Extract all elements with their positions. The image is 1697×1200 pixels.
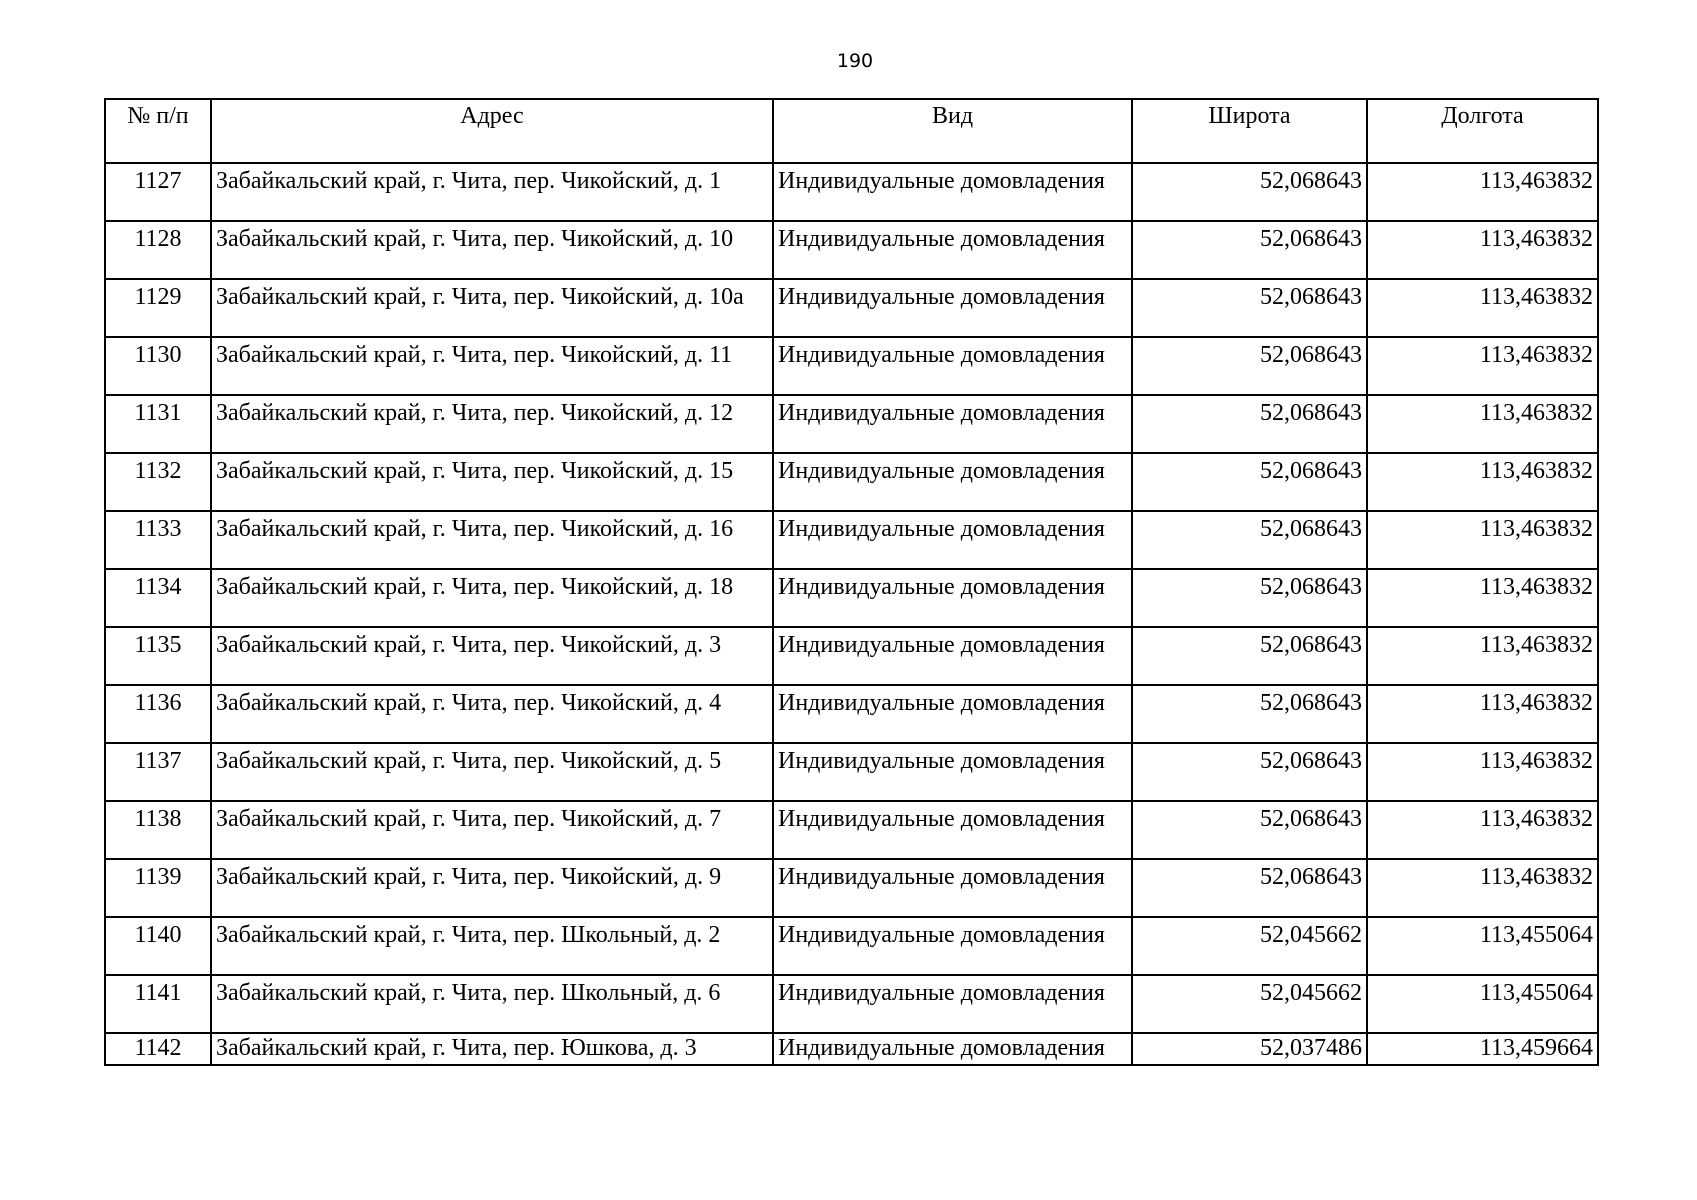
row-number-cell: 1142 [105,1033,211,1065]
kind-cell: Индивидуальные домовладения [773,453,1132,511]
latitude-cell: 52,068643 [1132,163,1367,221]
table-row [105,801,1598,859]
latitude-cell: 52,068643 [1132,801,1367,859]
address-cell: Забайкальский край, г. Чита, пер. Чикойский, д. 7 [211,801,773,859]
row-number-cell: 1131 [105,395,211,453]
row-number-cell: 1128 [105,221,211,279]
longitude-cell: 113,463832 [1367,221,1598,279]
header-num: № п/п [105,99,211,163]
table-row [105,859,1598,917]
table-header-row [105,99,1598,163]
table-row [105,511,1598,569]
address-cell: Забайкальский край, г. Чита, пер. Чикойский, д. 18 [211,569,773,627]
longitude-cell: 113,463832 [1367,627,1598,685]
table-row [105,917,1598,975]
row-number-cell: 1133 [105,511,211,569]
table-row [105,975,1598,1033]
address-table [104,98,1599,1066]
kind-cell: Индивидуальные домовладения [773,279,1132,337]
table-row [105,1033,1598,1065]
longitude-cell: 113,463832 [1367,279,1598,337]
longitude-cell: 113,463832 [1367,453,1598,511]
kind-cell: Индивидуальные домовладения [773,337,1132,395]
kind-cell: Индивидуальные домовладения [773,685,1132,743]
table-row [105,221,1598,279]
header-address: Адрес [211,99,773,163]
table-row [105,395,1598,453]
row-number-cell: 1127 [105,163,211,221]
kind-cell: Индивидуальные домовладения [773,801,1132,859]
latitude-cell: 52,068643 [1132,627,1367,685]
header-longitude: Долгота [1367,99,1598,163]
table-row [105,627,1598,685]
kind-cell: Индивидуальные домовладения [773,1033,1132,1065]
latitude-cell: 52,068643 [1132,337,1367,395]
longitude-cell: 113,463832 [1367,163,1598,221]
row-number-cell: 1132 [105,453,211,511]
row-number-cell: 1129 [105,279,211,337]
longitude-cell: 113,463832 [1367,859,1598,917]
address-cell: Забайкальский край, г. Чита, пер. Чикойский, д. 5 [211,743,773,801]
kind-cell: Индивидуальные домовладения [773,511,1132,569]
address-cell: Забайкальский край, г. Чита, пер. Чикойский, д. 15 [211,453,773,511]
address-cell: Забайкальский край, г. Чита, пер. Чикойский, д. 10а [211,279,773,337]
kind-cell: Индивидуальные домовладения [773,917,1132,975]
kind-cell: Индивидуальные домовладения [773,569,1132,627]
row-number-cell: 1134 [105,569,211,627]
address-cell: Забайкальский край, г. Чита, пер. Чикойский, д. 12 [211,395,773,453]
address-cell: Забайкальский край, г. Чита, пер. Чикойский, д. 3 [211,627,773,685]
address-cell: Забайкальский край, г. Чита, пер. Чикойский, д. 1 [211,163,773,221]
page-number: 190 [836,50,874,72]
latitude-cell: 52,068643 [1132,279,1367,337]
row-number-cell: 1139 [105,859,211,917]
latitude-cell: 52,045662 [1132,975,1367,1033]
address-cell: Забайкальский край, г. Чита, пер. Чикойский, д. 11 [211,337,773,395]
latitude-cell: 52,037486 [1132,1033,1367,1065]
row-number-cell: 1135 [105,627,211,685]
address-cell: Забайкальский край, г. Чита, пер. Юшкова, д. 3 [211,1033,773,1065]
longitude-cell: 113,463832 [1367,685,1598,743]
longitude-cell: 113,455064 [1367,917,1598,975]
row-number-cell: 1141 [105,975,211,1033]
latitude-cell: 52,068643 [1132,569,1367,627]
address-cell: Забайкальский край, г. Чита, пер. Чикойский, д. 4 [211,685,773,743]
table-row [105,163,1598,221]
row-number-cell: 1138 [105,801,211,859]
table-row [105,743,1598,801]
longitude-cell: 113,455064 [1367,975,1598,1033]
latitude-cell: 52,068643 [1132,395,1367,453]
longitude-cell: 113,463832 [1367,569,1598,627]
address-cell: Забайкальский край, г. Чита, пер. Чикойский, д. 10 [211,221,773,279]
row-number-cell: 1130 [105,337,211,395]
longitude-cell: 113,463832 [1367,337,1598,395]
address-cell: Забайкальский край, г. Чита, пер. Чикойский, д. 9 [211,859,773,917]
table-row [105,453,1598,511]
kind-cell: Индивидуальные домовладения [773,163,1132,221]
table-row [105,685,1598,743]
table-row [105,569,1598,627]
longitude-cell: 113,459664 [1367,1033,1598,1065]
latitude-cell: 52,068643 [1132,743,1367,801]
kind-cell: Индивидуальные домовладения [773,627,1132,685]
latitude-cell: 52,068643 [1132,511,1367,569]
address-cell: Забайкальский край, г. Чита, пер. Школьный, д. 2 [211,917,773,975]
row-number-cell: 1140 [105,917,211,975]
row-number-cell: 1137 [105,743,211,801]
latitude-cell: 52,068643 [1132,453,1367,511]
kind-cell: Индивидуальные домовладения [773,221,1132,279]
longitude-cell: 113,463832 [1367,395,1598,453]
address-cell: Забайкальский край, г. Чита, пер. Чикойский, д. 16 [211,511,773,569]
latitude-cell: 52,068643 [1132,859,1367,917]
kind-cell: Индивидуальные домовладения [773,859,1132,917]
kind-cell: Индивидуальные домовладения [773,743,1132,801]
header-latitude: Широта [1132,99,1367,163]
kind-cell: Индивидуальные домовладения [773,975,1132,1033]
latitude-cell: 52,045662 [1132,917,1367,975]
address-cell: Забайкальский край, г. Чита, пер. Школьный, д. 6 [211,975,773,1033]
row-number-cell: 1136 [105,685,211,743]
longitude-cell: 113,463832 [1367,801,1598,859]
longitude-cell: 113,463832 [1367,743,1598,801]
table-row [105,337,1598,395]
longitude-cell: 113,463832 [1367,511,1598,569]
header-kind: Вид [773,99,1132,163]
latitude-cell: 52,068643 [1132,221,1367,279]
kind-cell: Индивидуальные домовладения [773,395,1132,453]
latitude-cell: 52,068643 [1132,685,1367,743]
table-row [105,279,1598,337]
